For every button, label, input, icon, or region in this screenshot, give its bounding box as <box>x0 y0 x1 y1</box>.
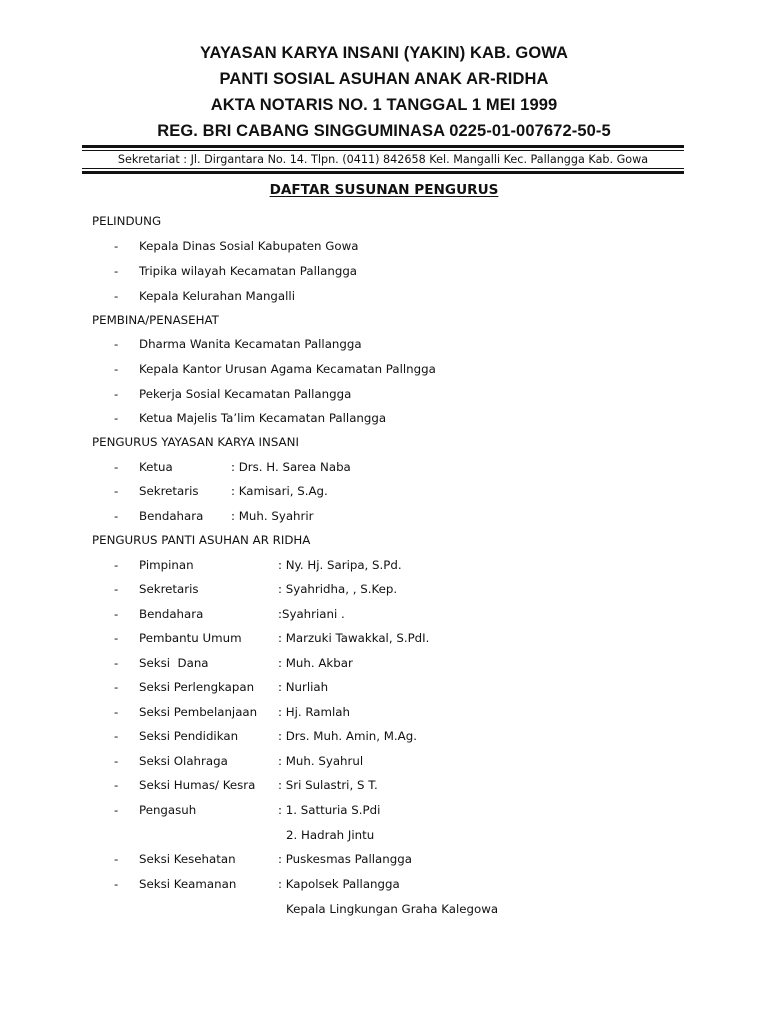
section-heading-panti: PENGURUS PANTI ASUHAN AR RIDHA <box>92 533 311 547</box>
bullet-dash: - <box>114 729 119 743</box>
list-item-text: Dharma Wanita Kecamatan Pallangga <box>139 337 362 351</box>
bullet-dash: - <box>114 484 119 498</box>
officer-name: : Drs. H. Sarea Naba <box>231 460 351 474</box>
bullet-dash: - <box>114 754 119 768</box>
list-item-text: Ketua Majelis Ta’lim Kecamatan Pallangga <box>139 411 387 425</box>
notary-deed: AKTA NOTARIS NO. 1 TANGGAL 1 MEI 1999 <box>210 96 558 114</box>
officer-name: : Ny. Hj. Saripa, S.Pd. <box>278 558 402 572</box>
bank-registration: REG. BRI CABANG SINGGUMINASA 0225-01-007672-50-5 <box>157 122 611 140</box>
officer-name: : Hj. Ramlah <box>278 705 351 719</box>
officer-name: : Nurliah <box>278 680 329 694</box>
officer-role: Bendahara <box>139 607 204 621</box>
officer-role: Bendahara <box>139 509 204 523</box>
officer-name: : Sri Sulastri, S T. <box>278 778 378 792</box>
foundation-name: YAYASAN KARYA INSANI (YAKIN) KAB. GOWA <box>199 44 569 62</box>
bullet-dash: - <box>114 803 119 817</box>
list-item <box>0 263 768 279</box>
bullet-dash: - <box>114 680 119 694</box>
bullet-dash: - <box>114 411 119 425</box>
officer-row <box>0 508 768 524</box>
officer-role: Seksi Pendidikan <box>139 729 239 743</box>
officer-name: : Kapolsek Pallangga <box>278 877 400 891</box>
officer-role: Seksi Dana <box>139 656 209 670</box>
bullet-dash: - <box>114 705 119 719</box>
officer-name: : Kamisari, S.Ag. <box>231 484 328 498</box>
officer-row <box>0 655 768 671</box>
bullet-dash: - <box>114 460 119 474</box>
officer-role: Seksi Olahraga <box>139 754 228 768</box>
officer-name: : Marzuki Tawakkal, S.PdI. <box>278 631 430 645</box>
officer-role: Seksi Keamanan <box>139 877 237 891</box>
officer-role: Pembantu Umum <box>139 631 242 645</box>
officer-row <box>0 459 768 475</box>
bullet-dash: - <box>114 877 119 891</box>
officer-name-continuation: 2. Hadrah Jintu <box>286 828 375 842</box>
officer-name: : 1. Satturia S.Pdi <box>278 803 381 817</box>
officer-row <box>0 777 768 793</box>
header-rule-top-thick <box>82 145 684 148</box>
header-rule-bottom-thin <box>82 168 684 169</box>
bullet-dash: - <box>114 239 119 253</box>
list-item <box>0 288 768 304</box>
officer-row <box>0 630 768 646</box>
officer-row <box>0 876 768 892</box>
officer-row <box>0 581 768 597</box>
list-item-text: Tripika wilayah Kecamatan Pallangga <box>139 264 358 278</box>
section-heading-pelindung: PELINDUNG <box>92 214 162 228</box>
officer-role: Ketua <box>139 460 173 474</box>
list-item-text: Kepala Kelurahan Mangalli <box>139 289 295 303</box>
section-heading-yayasan: PENGURUS YAYASAN KARYA INSANI <box>92 435 299 449</box>
list-item-text: Kepala Dinas Sosial Kabupaten Gowa <box>139 239 359 253</box>
bullet-dash: - <box>114 362 119 376</box>
bullet-dash: - <box>114 631 119 645</box>
secretariat-address: Sekretariat : Jl. Dirgantara No. 14. Tlpn. (0411) 842658 Kel. Mangalli Kec. Pallangga Kab. Gowa <box>117 153 649 166</box>
officer-row <box>0 802 768 818</box>
officer-name: : Puskesmas Pallangga <box>278 852 412 866</box>
bullet-dash: - <box>114 656 119 670</box>
bullet-dash: - <box>114 582 119 596</box>
officer-role: Pengasuh <box>139 803 197 817</box>
officer-role: Pimpinan <box>139 558 194 572</box>
list-item-text: Pekerja Sosial Kecamatan Pallangga <box>139 387 352 401</box>
officer-row <box>0 679 768 695</box>
officer-name: : Muh. Syahrul <box>278 754 364 768</box>
officer-name-continuation: Kepala Lingkungan Graha Kalegowa <box>286 902 499 916</box>
document-title: DAFTAR SUSUNAN PENGURUS <box>269 182 499 198</box>
bullet-dash: - <box>114 607 119 621</box>
list-item <box>0 410 768 426</box>
officer-role: Seksi Perlengkapan <box>139 680 255 694</box>
officer-row <box>0 557 768 573</box>
bullet-dash: - <box>114 558 119 572</box>
officer-role: Seksi Pembelanjaan <box>139 705 258 719</box>
officer-name: : Muh. Akbar <box>278 656 353 670</box>
officer-row <box>0 704 768 720</box>
letterhead <box>0 40 768 144</box>
bullet-dash: - <box>114 264 119 278</box>
officer-role: Sekretaris <box>139 484 199 498</box>
list-item <box>0 386 768 402</box>
bullet-dash: - <box>114 289 119 303</box>
officer-name: : Drs. Muh. Amin, M.Ag. <box>278 729 417 743</box>
officer-name: :Syahriani . <box>278 607 345 621</box>
section-heading-pembina: PEMBINA/PENASEHAT <box>92 313 219 327</box>
orphanage-name: PANTI SOSIAL ASUHAN ANAK AR-RIDHA <box>219 70 549 88</box>
list-item <box>0 361 768 377</box>
list-item <box>0 238 768 254</box>
officer-name: : Muh. Syahrir <box>231 509 314 523</box>
bullet-dash: - <box>114 387 119 401</box>
list-item <box>0 336 768 352</box>
officer-row <box>0 606 768 622</box>
officer-row <box>0 753 768 769</box>
list-item-text: Kepala Kantor Urusan Agama Kecamatan Pallngga <box>139 362 436 376</box>
bullet-dash: - <box>114 852 119 866</box>
bullet-dash: - <box>114 337 119 351</box>
officer-row <box>0 728 768 744</box>
officer-row <box>0 483 768 499</box>
bullet-dash: - <box>114 509 119 523</box>
header-rule-bottom-thick <box>82 171 684 174</box>
officer-row <box>0 851 768 867</box>
bullet-dash: - <box>114 778 119 792</box>
officer-role: Seksi Kesehatan <box>139 852 236 866</box>
officer-name: : Syahridha, , S.Kep. <box>278 582 398 596</box>
officer-role: Seksi Humas/ Kesra <box>139 778 256 792</box>
officer-role: Sekretaris <box>139 582 199 596</box>
